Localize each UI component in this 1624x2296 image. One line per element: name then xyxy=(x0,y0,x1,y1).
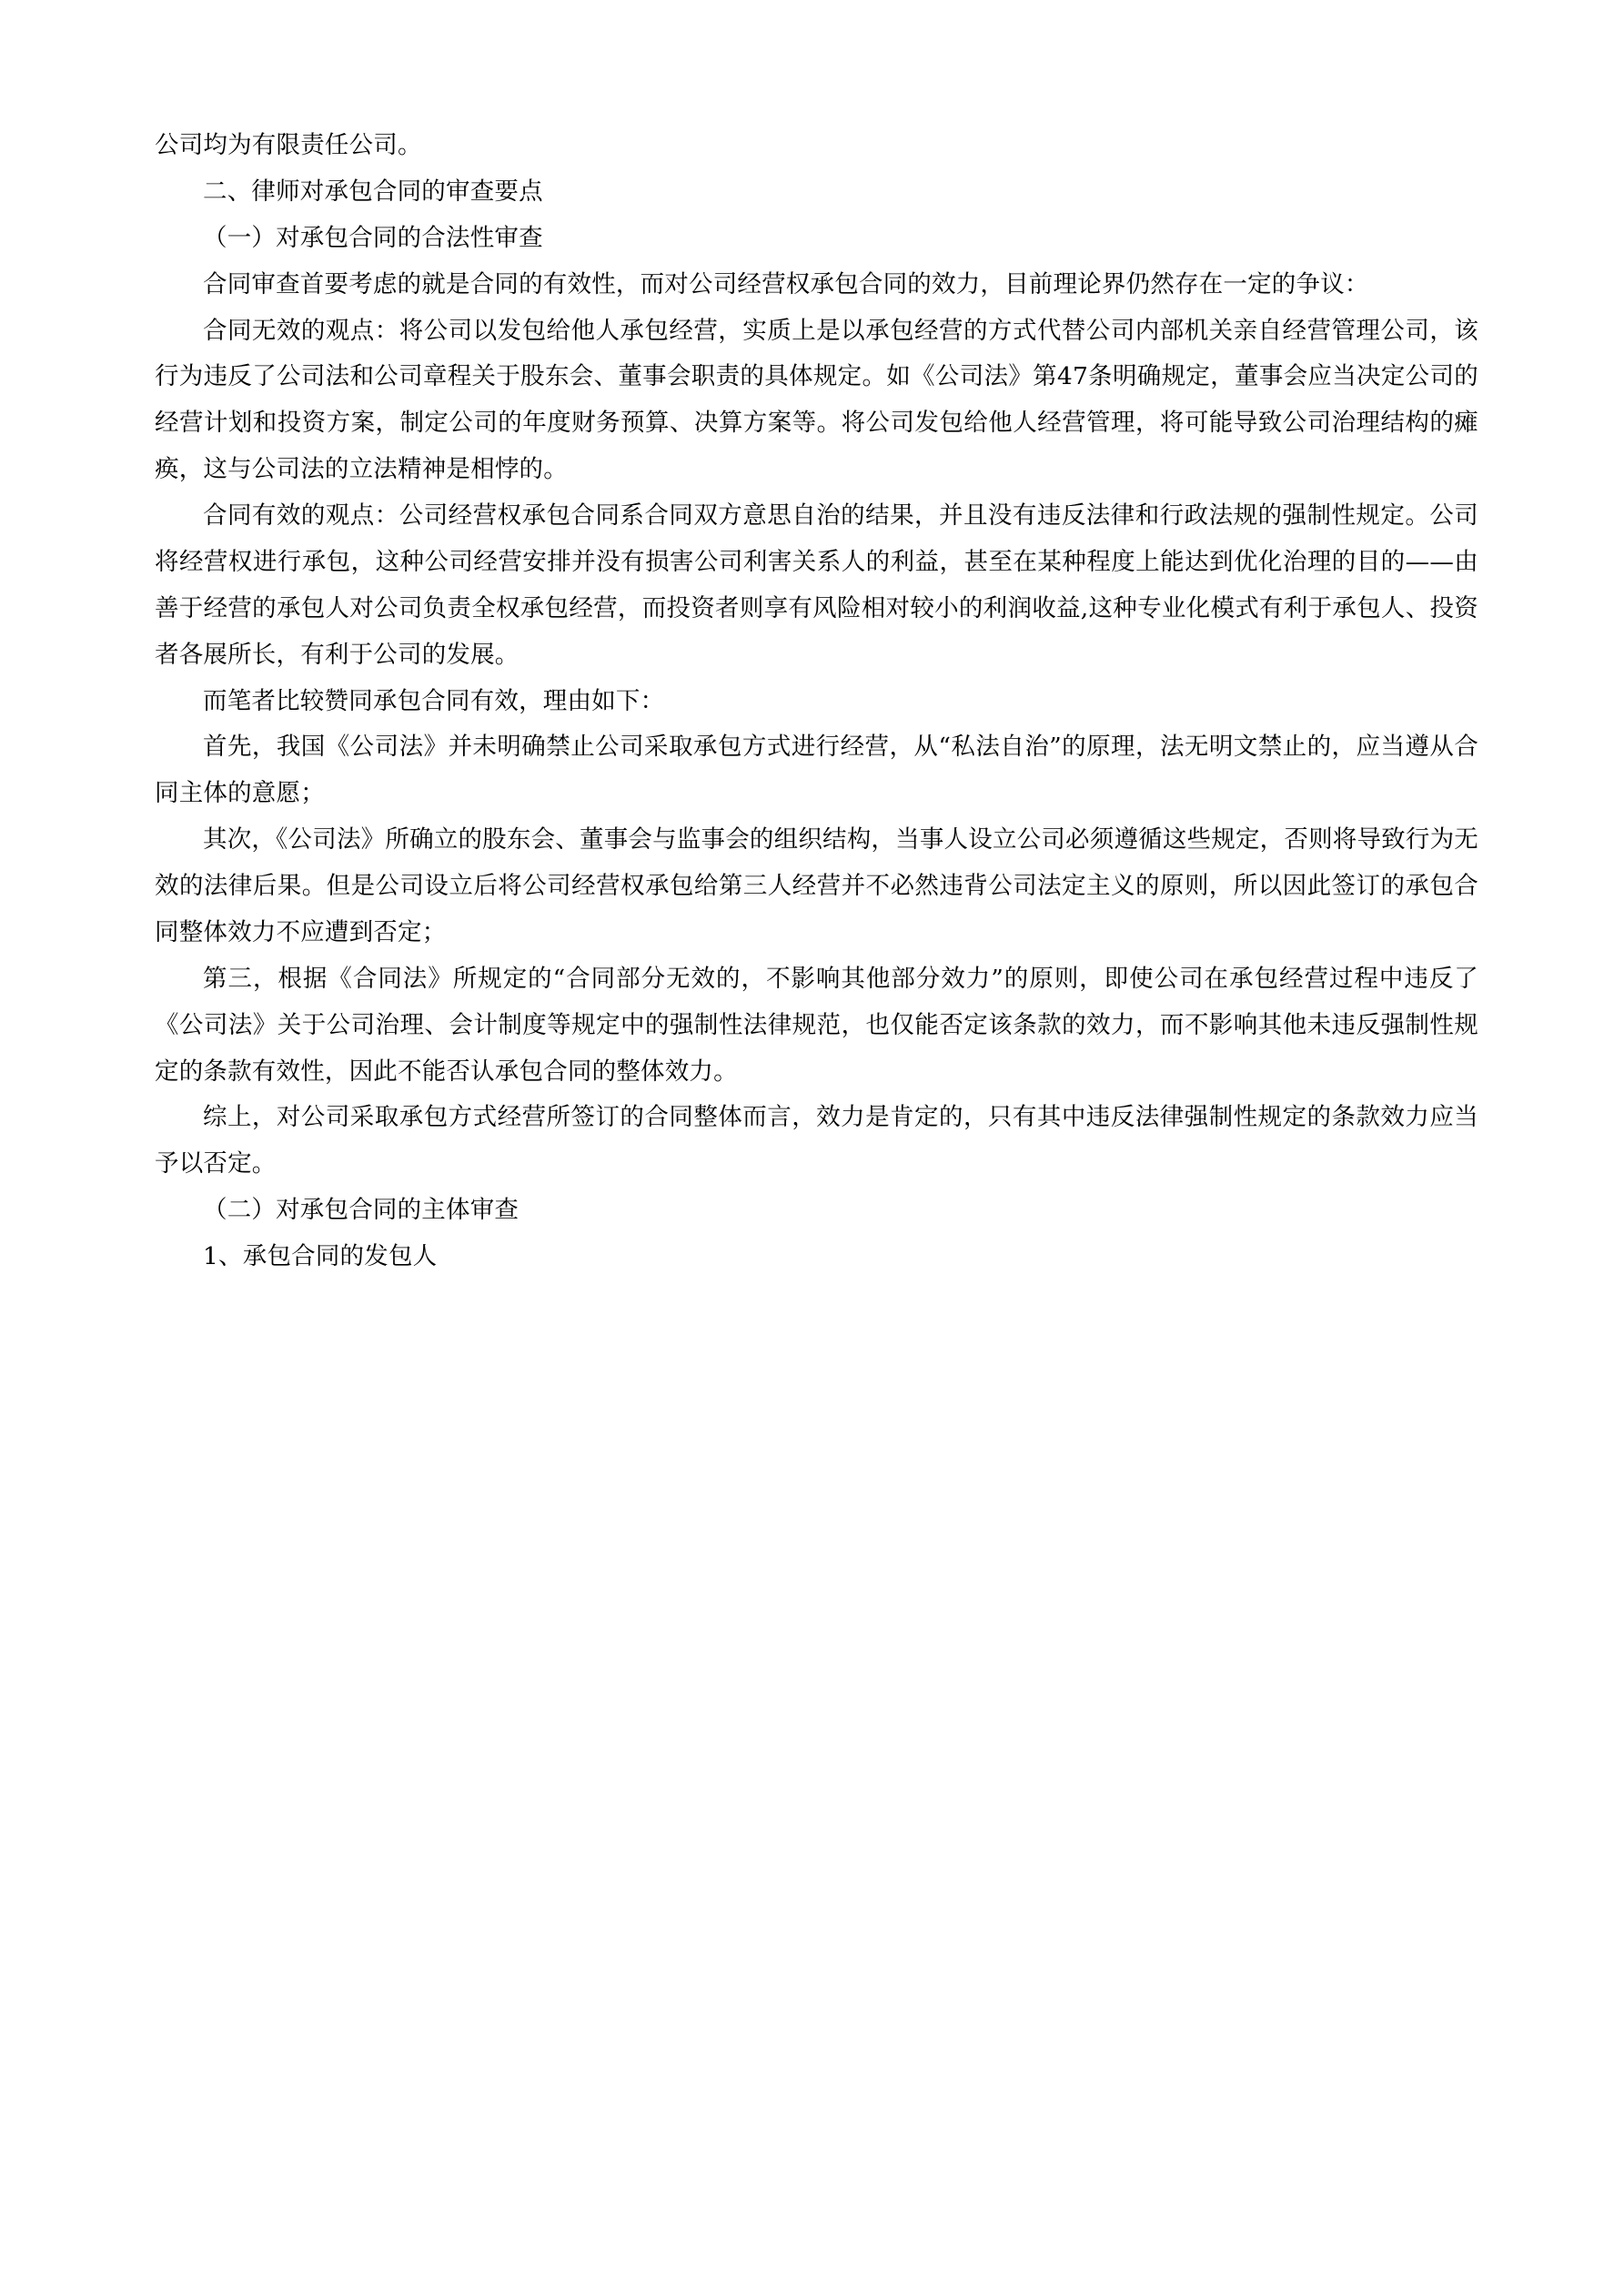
paragraph: 首先，我国《公司法》并未明确禁止公司采取承包方式进行经营，从“私法自治”的原理，法无明文禁止的，应当遵从合同主体的意愿； xyxy=(155,733,1478,808)
paragraph-subsection-heading: （一）对承包合同的合法性审查 xyxy=(203,223,543,252)
document-body xyxy=(155,123,1478,1280)
paragraph-list-item: 1、承包合同的发包人 xyxy=(203,1242,438,1270)
paragraph: 合同审查首要考虑的就是合同的有效性，而对公司经营权承包合同的效力，目前理论界仍然存在一定的争议： xyxy=(203,269,1369,298)
paragraph-section-heading: 二、律师对承包合同的审查要点 xyxy=(203,177,543,206)
paragraph: 其次，《公司法》所确立的股东会、董事会与监事会的组织结构，当事人设立公司必须遵循这些规定，否则将导致行为无效的法律后果。但是公司设立后将公司经营权承包给第三人经营并不必然违背公司法定主义的原则，所以因此签订的承包合同整体效力不应遭到否定； xyxy=(155,825,1478,946)
paragraph-subsection-heading: （二）对承包合同的主体审查 xyxy=(203,1196,519,1225)
paragraph: 合同无效的观点：将公司以发包给他人承包经营，实质上是以承包经营的方式代替公司内部机关亲自经营管理公司，该行为违反了公司法和公司章程关于股东会、董事会职责的具体规定。如《公司法》第47条明确规定，董事会应当决定公司的经营计划和投资方案，制定公司的年度财务预算、决算方案等。将公司发包给他人经营管理，将可能导致公司治理结构的瘫痪，这与公司法的立法精神是相悖的。 xyxy=(155,316,1478,484)
paragraph: 合同有效的观点：公司经营权承包合同系合同双方意思自治的结果，并且没有违反法律和行政法规的强制性规定。公司将经营权进行承包，这种公司经营安排并没有损害公司利害关系人的利益，甚至在某种程度上能达到优化治理的目的——由善于经营的承包人对公司负责全权承包经营，而投资者则享有风险相对较小的利润收益,这种专业化模式有利于承包人、投资者各展所长，有利于公司的发展。 xyxy=(155,501,1478,669)
paragraph: 第三，根据《合同法》所规定的“合同部分无效的，不影响其他部分效力”的原则，即使公司在承包经营过程中违反了《公司法》关于公司治理、会计制度等规定中的强制性法律规范，也仅能否定该条款的效力，而不影响其他未违反强制性规定的条款有效性，因此不能否认承包合同的整体效力。 xyxy=(155,964,1478,1086)
paragraph: 而笔者比较赞同承包合同有效，理由如下： xyxy=(203,686,665,715)
paragraph: 公司均为有限责任公司。 xyxy=(155,131,422,159)
paragraph: 综上，对公司采取承包方式经营所签订的合同整体而言，效力是肯定的，只有其中违反法律强制性规定的条款效力应当予以否定。 xyxy=(155,1103,1478,1178)
